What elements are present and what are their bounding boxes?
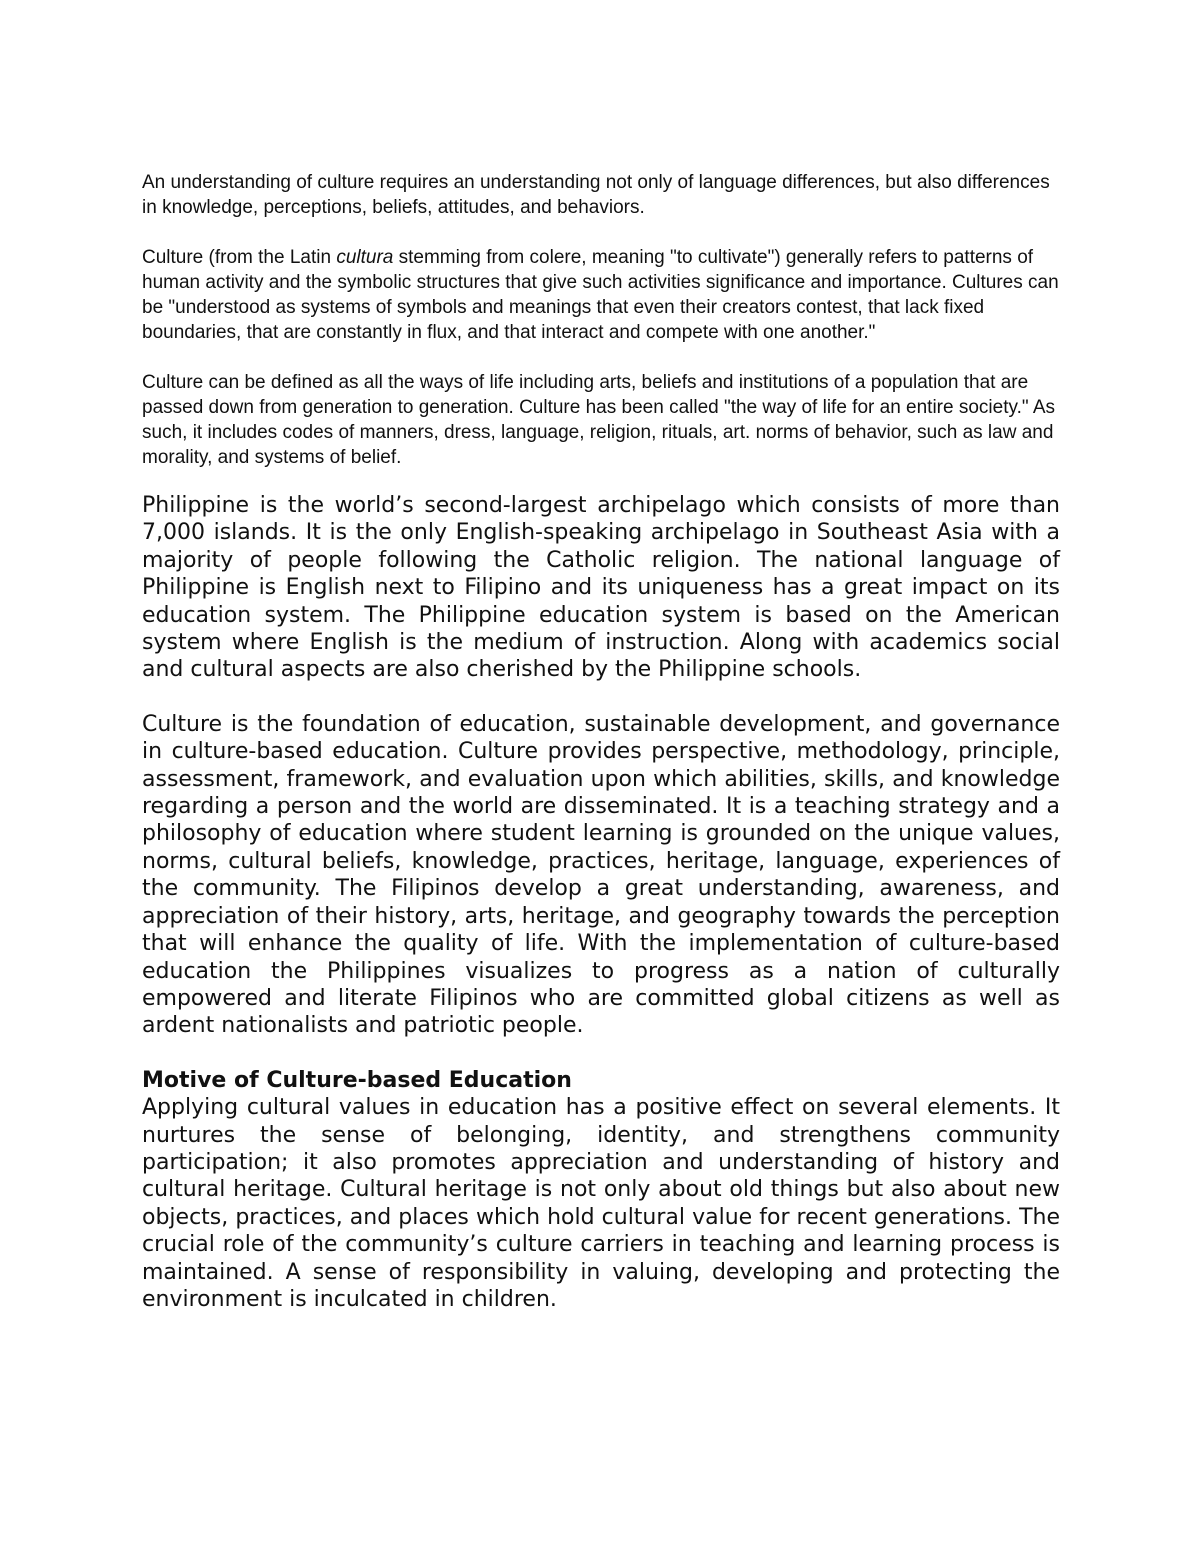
paragraph-philippine-archipelago: Philippine is the world’s second-largest archipelago which consists of more than 7,000 islands. It is the only English-speaking archipelago in Southeast Asia with a majority of people following the Catholic religion. The national language of Philippine is English next to Filipino and its uniqueness has a great impact on its education system. The Philippine education system is based on the American system where English is the medium of instruction. Along with academics social and cultural aspects are also cherished by the Philippine schools. (142, 493, 1060, 683)
paragraph-culture-ways-of-life: Culture can be defined as all the ways of life including arts, beliefs and institutions of a population that are passed down from generation to generation. Culture has been called "the way of life for an entire society." As such, it includes codes of manners, dress, language, religion, rituals, art. norms of behavior, such as law and morality, and systems of belief. (142, 372, 1056, 468)
paragraph-culture-definition (142, 245, 1060, 345)
latin-term-cultura: cultura (336, 247, 394, 268)
paragraph-culture-definition-pre: Culture (from the Latin (142, 247, 337, 268)
document-page (142, 170, 1060, 1313)
paragraph-cultural-values: Applying cultural values in education has a positive effect on several elements. It nurtures the sense of belonging, identity, and strengthens community participation; it also promotes appreciation and understanding of history and cultural heritage. Cultural heritage is not only about old things but also about new objects, practices, and places which hold cultural value for recent generations. The crucial role of the community’s culture carriers in teaching and learning process is maintained. A sense of responsibility in valuing, developing and protecting the environment is inculcated in children. (142, 1095, 1060, 1312)
paragraph-spacer (142, 684, 1060, 711)
paragraph-culture-definition-post: stemming from colere, meaning "to cultivate") generally refers to patterns of human activity and the symbolic structures that give such activities significance and importance. Cultures can be "understood as systems of symbols and meanings that even their creators contest, that lack fixed boundaries, that are constantly in flux, and that interact and compete with one another." (142, 247, 1059, 343)
paragraph-spacer (142, 1040, 1060, 1067)
section-heading-motive: Motive of Culture-based Education (142, 1067, 572, 1093)
paragraph-culture-understanding: An understanding of culture requires an understanding not only of language differences, but also differences in knowledge, perceptions, beliefs, attitudes, and behaviors. (142, 172, 1050, 218)
paragraph-culture-foundation: Culture is the foundation of education, sustainable development, and governance in culture-based education. Culture provides perspective, methodology, principle, assessment, framework, and evaluation upon which abilities, skills, and knowledge regarding a person and the world are disseminated. It is a teaching strategy and a philosophy of education where student learning is grounded on the unique values, norms, cultural beliefs, knowledge, practices, heritage, language, experiences of the community. The Filipinos develop a great understanding, awareness, and appreciation of their history, arts, heritage, and geography towards the perception that will enhance the quality of life. With the implementation of culture-based education the Philippines visualizes to progress as a nation of culturally empowered and literate Filipinos who are committed global citizens as well as ardent nationalists and patriotic people. (142, 711, 1060, 1039)
